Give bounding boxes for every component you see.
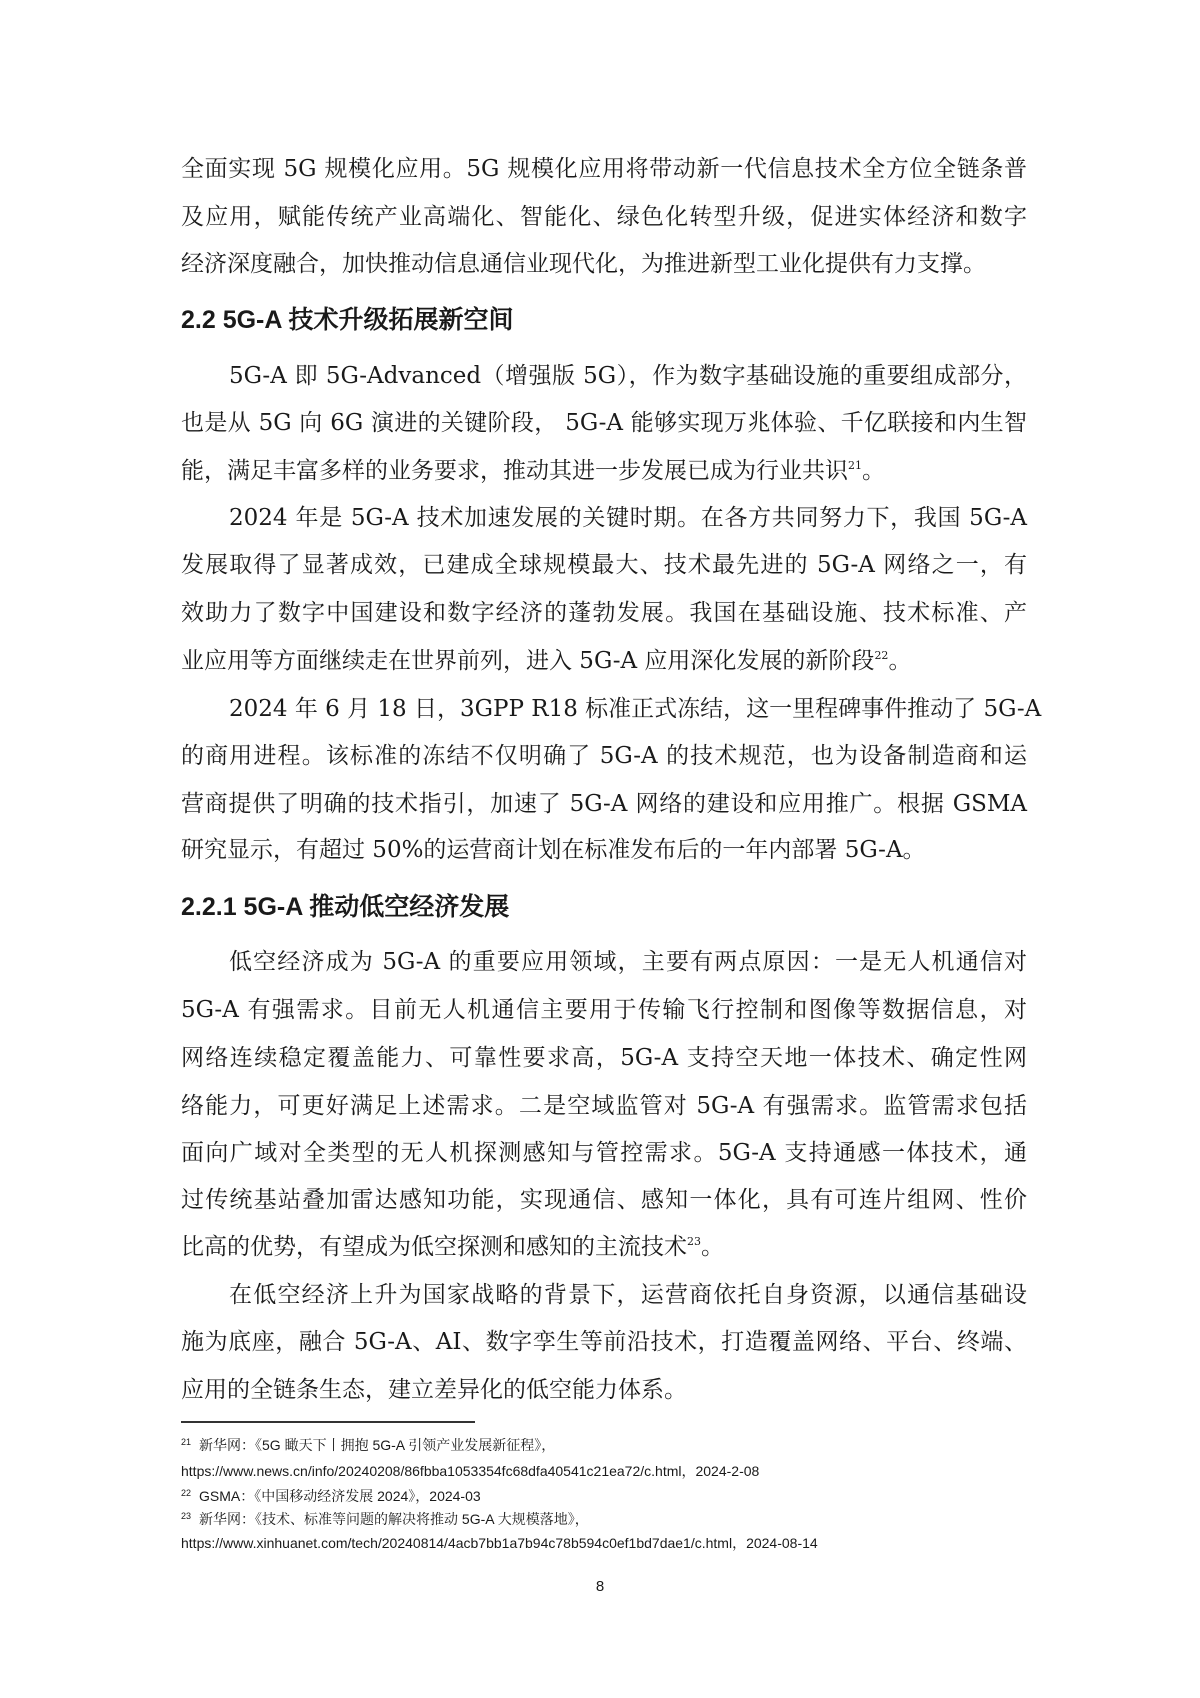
section-heading: 2.2.1 5G-A 推动低空经济发展	[181, 893, 510, 921]
line-text: 网络连续稳定覆盖能力、可靠性要求高，5G-A 支持空天地一体技术、确定性网	[181, 1045, 1027, 1071]
paragraph-line	[181, 1185, 1027, 1215]
line-text: 5G-A 即 5G-Advanced（增强版 5G），作为数字基础设施的重要组成部分，	[229, 363, 1027, 389]
paragraph-line	[181, 1327, 1027, 1357]
line-text: 研究显示，有超过 50%的运营商计划在标准发布后的一年内部署 5G-A。	[181, 837, 926, 863]
line-text: 业应用等方面继续走在世界前列，进入 5G-A 应用深化发展的新阶段	[181, 648, 875, 674]
paragraph-line	[181, 995, 1027, 1025]
footnote-line	[181, 1436, 555, 1454]
footnote-number: 21	[181, 1437, 192, 1447]
paragraph-line	[229, 694, 1042, 724]
footnote-line	[181, 1487, 481, 1505]
footnote-link[interactable]: https://www.xinhuanet.com/tech/20240814/4acb7bb1a7b94c78b594c0ef1bd7dae1/c.html，2024-08-14	[181, 1535, 818, 1551]
line-tail: 。	[862, 458, 885, 484]
line-text: 全面实现 5G 规模化应用。5G 规模化应用将带动新一代信息技术全方位全链条普	[181, 156, 1027, 182]
paragraph-line	[181, 1043, 1027, 1073]
paragraph-line	[181, 1375, 1027, 1405]
line-text: 的商用进程。该标准的冻结不仅明确了 5G-A 的技术规范，也为设备制造商和运	[181, 743, 1027, 769]
paragraph-line	[181, 154, 1027, 184]
footnote-line	[181, 1534, 818, 1552]
paragraph-line	[181, 1138, 1027, 1168]
paragraph-line	[181, 1091, 1027, 1121]
line-text: 络能力，可更好满足上述需求。二是空域监管对 5G-A 有强需求。监管需求包括	[181, 1093, 1027, 1119]
footnote-link[interactable]: https://www.news.cn/info/20240208/86fbba1053354fc68dfa40541c21ea72/c.html，2024-2-08	[181, 1463, 760, 1479]
paragraph-line	[181, 202, 1027, 232]
footnote-separator	[181, 1421, 475, 1423]
footnote-reference[interactable]: 22	[874, 649, 889, 662]
footnote-reference[interactable]: 23	[687, 1235, 701, 1248]
line-tail: 。	[888, 648, 912, 674]
line-text: 发展取得了显著成效，已建成全球规模最大、技术最先进的 5G-A 网络之一，有	[181, 552, 1027, 578]
footnote-line	[181, 1510, 589, 1528]
line-text: 施为底座，融合 5G-A、AI、数字孪生等前沿技术，打造覆盖网络、平台、终端、	[181, 1329, 1027, 1355]
line-text: 过传统基站叠加雷达感知功能，实现通信、感知一体化，具有可连片组网、性价	[181, 1187, 1027, 1213]
footnote-text: 新华网：《技术、标准等问题的解决将推动 5G-A 大规模落地》，	[199, 1511, 589, 1527]
footnote-text: GSMA：《中国移动经济发展 2024》，2024-03	[199, 1488, 481, 1504]
paragraph-line	[181, 741, 1027, 771]
section-heading: 2.2 5G-A 技术升级拓展新空间	[181, 306, 514, 334]
line-text: 5G-A 有强需求。目前无人机通信主要用于传输飞行控制和图像等数据信息，对	[181, 997, 1027, 1023]
line-text: 经济深度融合，加快推动信息通信业现代化，为推进新型工业化提供有力支撑。	[181, 251, 986, 277]
paragraph-line	[181, 550, 1027, 580]
paragraph-line	[229, 1280, 1027, 1310]
line-tail: 。	[701, 1234, 724, 1260]
paragraph-line	[181, 646, 1027, 676]
footnote-text: 新华网：《5G 瞰天下丨拥抱 5G-A 引领产业发展新征程》，	[199, 1437, 556, 1453]
paragraph-line	[229, 361, 1027, 391]
paragraph-line	[229, 503, 1027, 533]
paragraph-line	[181, 408, 1027, 438]
line-text: 比高的优势，有望成为低空探测和感知的主流技术	[181, 1234, 687, 1260]
paragraph-line	[229, 947, 1027, 977]
line-text: 应用的全链条生态，建立差异化的低空能力体系。	[181, 1377, 687, 1403]
line-text: 效助力了数字中国建设和数字经济的蓬勃发展。我国在基础设施、技术标准、产	[181, 600, 1027, 626]
line-text: 2024 年是 5G-A 技术加速发展的关键时期。在各方共同努力下，我国 5G-A	[229, 505, 1027, 531]
paragraph-line	[181, 249, 1027, 279]
line-text: 能，满足丰富多样的业务要求，推动其进一步发展已成为行业共识	[181, 458, 848, 484]
footnote-line	[181, 1462, 759, 1480]
line-text: 在低空经济上升为国家战略的背景下，运营商依托自身资源，以通信基础设	[229, 1282, 1027, 1308]
paragraph-line	[181, 456, 1027, 486]
paragraph-line	[181, 789, 1027, 819]
footnote-number: 22	[181, 1488, 192, 1498]
paragraph-line	[181, 1232, 1027, 1262]
footnote-number: 23	[181, 1511, 192, 1521]
page-number: 8	[595, 1578, 605, 1595]
line-text: 低空经济成为 5G-A 的重要应用领域，主要有两点原因：一是无人机通信对	[229, 949, 1027, 975]
line-text: 及应用，赋能传统产业高端化、智能化、绿色化转型升级，促进实体经济和数字	[181, 204, 1027, 230]
footnote-reference[interactable]: 21	[848, 459, 862, 472]
line-text: 2024 年 6 月 18 日，3GPP R18 标准正式冻结，这一里程碑事件推动了 5G-A	[229, 696, 1042, 722]
paragraph-line	[181, 835, 1027, 865]
paragraph-line	[181, 598, 1027, 628]
line-text: 营商提供了明确的技术指引，加速了 5G-A 网络的建设和应用推广。根据 GSMA	[181, 791, 1027, 817]
line-text: 面向广域对全类型的无人机探测感知与管控需求。5G-A 支持通感一体技术，通	[181, 1140, 1027, 1166]
line-text: 也是从 5G 向 6G 演进的关键阶段， 5G-A 能够实现万兆体验、千亿联接和内生智	[181, 410, 1027, 436]
